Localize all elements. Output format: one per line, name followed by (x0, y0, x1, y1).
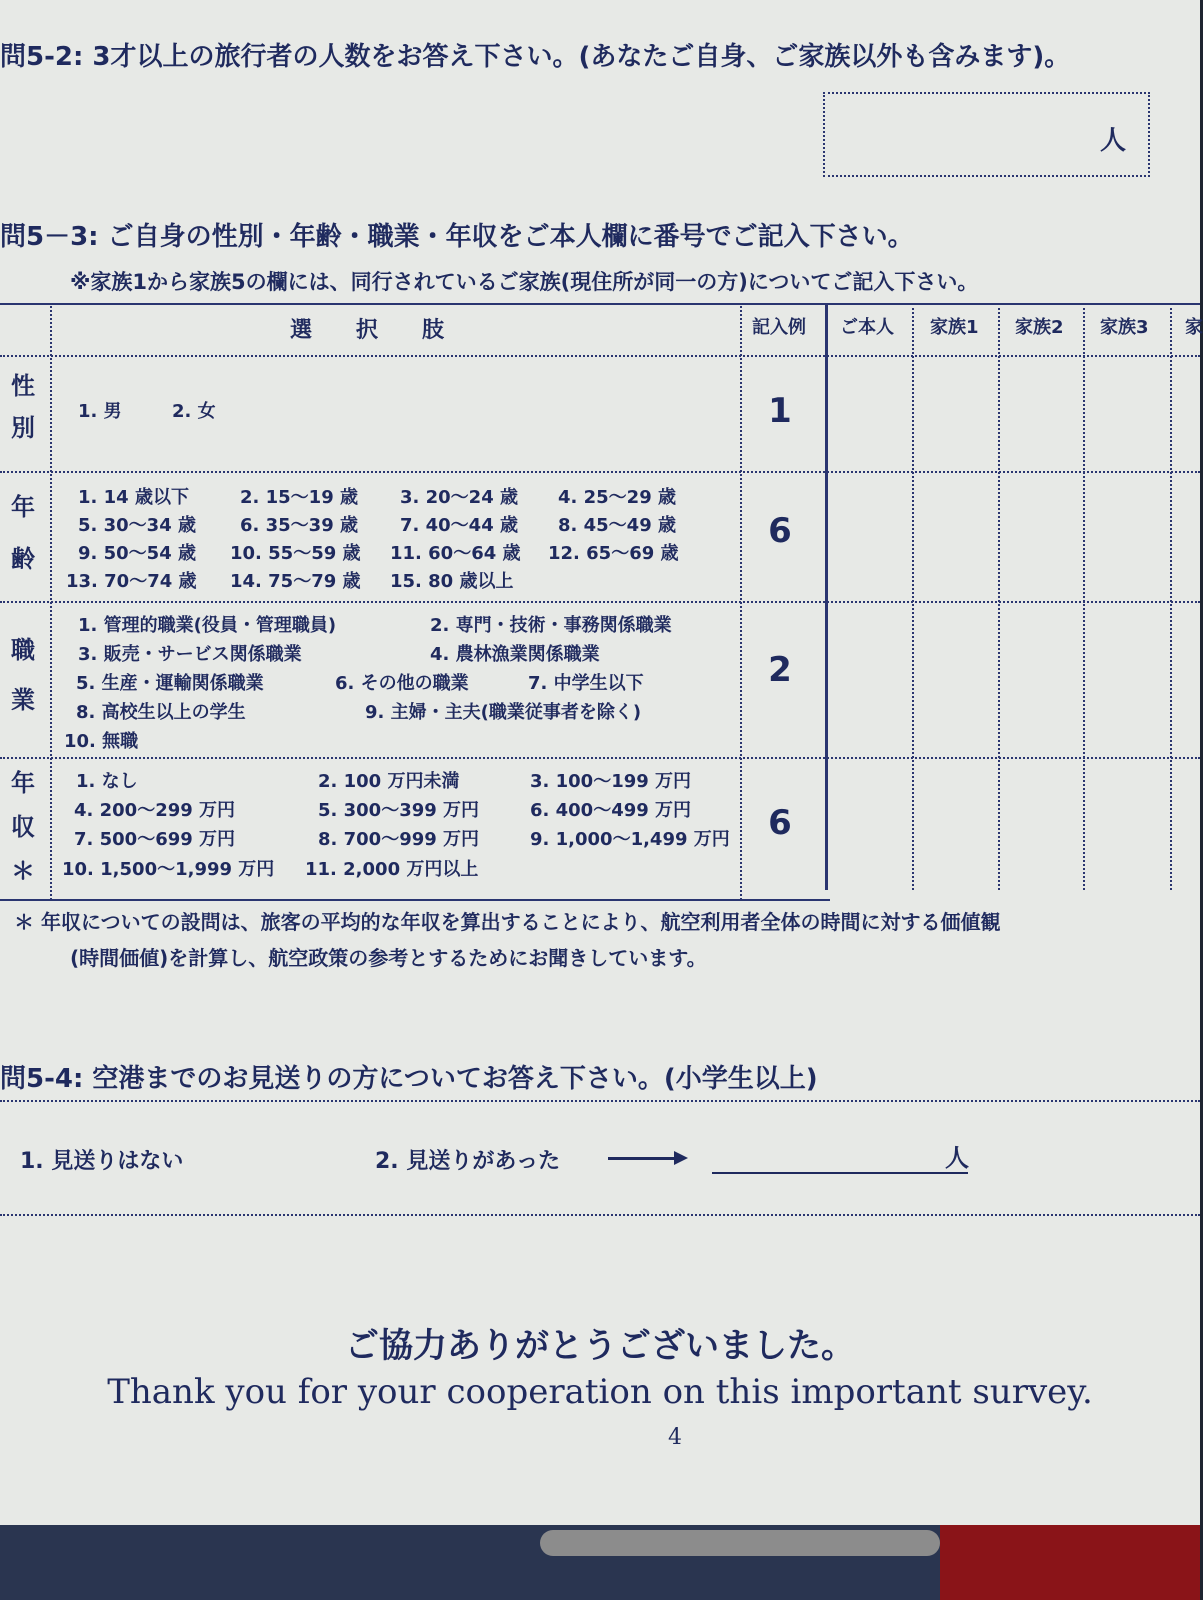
option-job-5: 5. 生産・運輸関係職業 (76, 673, 264, 694)
option-sex-2: 2. 女 (172, 401, 216, 422)
question-5-3-note: ※家族1から家族5の欄には、同行されているご家族(現住所が同一の方)についてご記入下さい。 (70, 270, 979, 294)
option-age-14: 14. 75～79 歳 (230, 571, 361, 592)
option-sex-1: 1. 男 (78, 401, 122, 422)
metal-clip (540, 1530, 940, 1556)
row-label-sex: 性別 (11, 372, 35, 442)
option-job-6: 6. その他の職業 (335, 673, 469, 694)
option-income-8: 8. 700～999 万円 (318, 829, 480, 850)
row-label-age: 年齢 (11, 493, 35, 573)
option-age-10: 10. 55～59 歳 (230, 543, 361, 564)
example-sex: 1 (768, 391, 792, 431)
option-job-10: 10. 無職 (64, 731, 139, 752)
traveler-count-field[interactable] (823, 92, 1150, 177)
option-job-2: 2. 専門・技術・事務関係職業 (430, 615, 672, 636)
option-income-2: 2. 100 万円未満 (318, 771, 460, 792)
row-label-income: 年収＊ (11, 769, 35, 885)
option-age-11: 11. 60～64 歳 (390, 543, 521, 564)
option-job-4: 4. 農林漁業関係職業 (430, 644, 600, 665)
attributes-table (0, 303, 1203, 900)
arrow-right-icon (608, 1157, 684, 1160)
header-example: 記入例 (752, 317, 806, 338)
option-income-4: 4. 200～299 万円 (74, 800, 236, 821)
thanks-english: Thank you for your cooperation on this important survey. (107, 1372, 1093, 1412)
self-sex-cell[interactable] (828, 357, 912, 469)
option-job-8: 8. 高校生以上の学生 (76, 702, 246, 723)
question-5-3: 問5－3: ご自身の性別・年齢・職業・年収をご本人欄に番号でご記入下さい。 (0, 222, 914, 252)
option-income-1: 1. なし (76, 771, 138, 792)
option-age-5: 5. 30～34 歳 (78, 515, 196, 536)
footnote-line2: (時間価値)を計算し、航空政策の参考とするためにお聞きしています。 (70, 946, 707, 970)
header-family2: 家族2 (1015, 317, 1064, 338)
option-age-1: 1. 14 歳以下 (78, 487, 189, 508)
send-off-option-none[interactable]: 1. 見送りはない (20, 1149, 184, 1174)
option-job-7: 7. 中学生以下 (528, 673, 644, 694)
option-income-7: 7. 500～699 万円 (74, 829, 236, 850)
example-job: 2 (768, 650, 792, 690)
question-5-2: 問5-2: 3才以上の旅行者の人数をお答え下さい。(あなたご自身、ご家族以外も含みます)。 (0, 42, 1071, 72)
send-off-count-unit: 人 (945, 1144, 969, 1172)
option-income-5: 5. 300～399 万円 (318, 800, 480, 821)
footnote-line1: ＊ 年収についての設問は、旅客の平均的な年収を算出することにより、航空利用者全体の時間に対する価値観 (14, 910, 1001, 934)
example-age: 6 (768, 511, 792, 551)
option-age-3: 3. 20～24 歳 (400, 487, 518, 508)
option-income-3: 3. 100～199 万円 (530, 771, 692, 792)
self-job-cell[interactable] (828, 603, 912, 755)
option-job-3: 3. 販売・サービス関係職業 (78, 644, 302, 665)
option-income-11: 11. 2,000 万円以上 (305, 859, 479, 880)
self-income-cell[interactable] (828, 759, 912, 889)
header-family1: 家族1 (930, 317, 979, 338)
option-age-9: 9. 50～54 歳 (78, 543, 196, 564)
page-number: 4 (668, 1425, 682, 1450)
header-choices: 選 択 肢 (290, 318, 445, 343)
option-age-7: 7. 40～44 歳 (400, 515, 518, 536)
option-age-12: 12. 65～69 歳 (548, 543, 679, 564)
option-age-15: 15. 80 歳以上 (390, 571, 514, 592)
example-income: 6 (768, 803, 792, 843)
header-self: ご本人 (840, 317, 894, 338)
option-age-13: 13. 70～74 歳 (66, 571, 197, 592)
send-off-options (0, 1100, 1200, 1216)
send-off-option-yes[interactable]: 2. 見送りがあった (375, 1149, 561, 1174)
option-job-1: 1. 管理的職業(役員・管理職員) (78, 615, 337, 636)
option-age-8: 8. 45～49 歳 (558, 515, 676, 536)
header-family4: 家 (1185, 317, 1203, 338)
header-family3: 家族3 (1100, 317, 1149, 338)
option-job-9: 9. 主婦・主夫(職業従事者を除く) (365, 702, 642, 723)
row-label-job: 職業 (11, 636, 35, 714)
thanks-japanese: ご協力ありがとうございました。 (345, 1326, 855, 1366)
self-age-cell[interactable] (828, 473, 912, 599)
option-age-4: 4. 25～29 歳 (558, 487, 676, 508)
traveler-count-unit: 人 (1099, 126, 1126, 156)
option-income-9: 9. 1,000～1,499 万円 (530, 829, 730, 850)
question-5-4: 問5-4: 空港までのお見送りの方についてお答え下さい。(小学生以上) (0, 1064, 818, 1094)
background-red-cloth (940, 1525, 1200, 1600)
option-age-6: 6. 35～39 歳 (240, 515, 358, 536)
option-income-10: 10. 1,500～1,999 万円 (62, 859, 275, 880)
send-off-count-field[interactable] (712, 1172, 968, 1174)
option-income-6: 6. 400～499 万円 (530, 800, 692, 821)
option-age-2: 2. 15～19 歳 (240, 487, 358, 508)
